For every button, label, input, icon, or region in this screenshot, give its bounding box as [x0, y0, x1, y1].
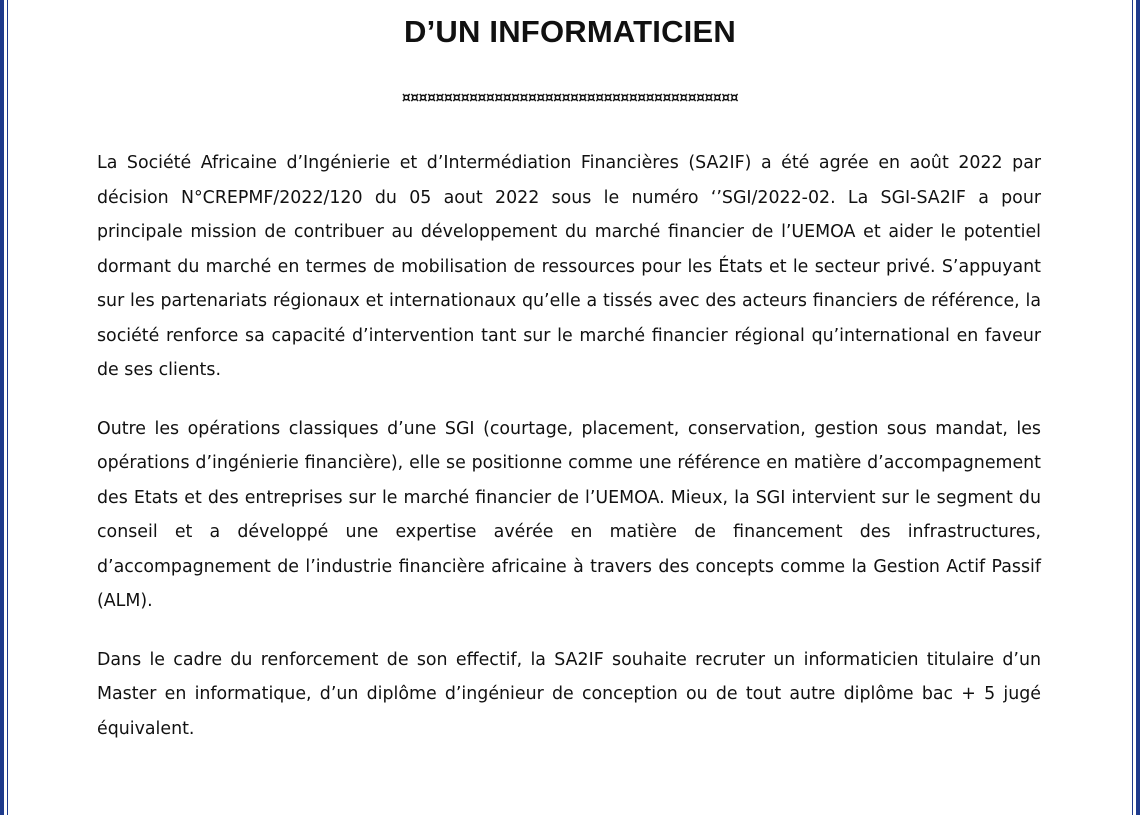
paragraph-recruitment: Dans le cadre du renforcement de son effectif, la SA2IF souhaite recruter un informaticien titulaire d’un Master en informatique, d’un diplôme d’ingénieur de conception ou de tout autre diplôme bac + 5 jugé équivalent. — [97, 649, 1041, 739]
ornament-separator: ¤¤¤¤¤¤¤¤¤¤¤¤¤¤¤¤¤¤¤¤¤¤¤¤¤¤¤¤¤¤¤¤¤¤¤¤¤¤¤¤ — [401, 90, 739, 106]
page-border-right — [1136, 0, 1140, 815]
paragraph-intro: La Société Africaine d’Ingénierie et d’Intermédiation Financières (SA2IF) a été agrée en août 2022 par décision N°CREPMF/2022/120 du 05 aout 2022 sous le numéro ‘’SGI/2022-02. La SGI-SA2IF a pour principale mission de contribuer au développement du marché financier de l’UEMOA et aider le potentiel dormant du marché en termes de mobilisation de ressources pour les États et le secteur privé. S’appuyant sur les partenariats régionaux et internationaux qu’elle a tissés avec des acteurs financiers de référence, la société renforce sa capacité d’intervention tant sur le marché financier régional qu’international en faveur de ses clients. — [97, 153, 1041, 380]
body-text — [97, 146, 1041, 770]
page-title: D’UN INFORMATICIEN — [404, 14, 736, 49]
page-border-left — [0, 0, 4, 815]
paragraph-services: Outre les opérations classiques d’une SGI (courtage, placement, conservation, gestion sous mandat, les opérations d’ingénierie financière), elle se positionne comme une référence en matière d’accompagnement des Etats et des entreprises sur le marché financier de l’UEMOA. Mieux, la SGI intervient sur le segment du conseil et a développé une expertise avérée en matière de financement des infrastructures, d’accompagnement de l’industrie financière africaine à travers des concepts comme la Gestion Actif Passif (ALM). — [97, 418, 1041, 611]
